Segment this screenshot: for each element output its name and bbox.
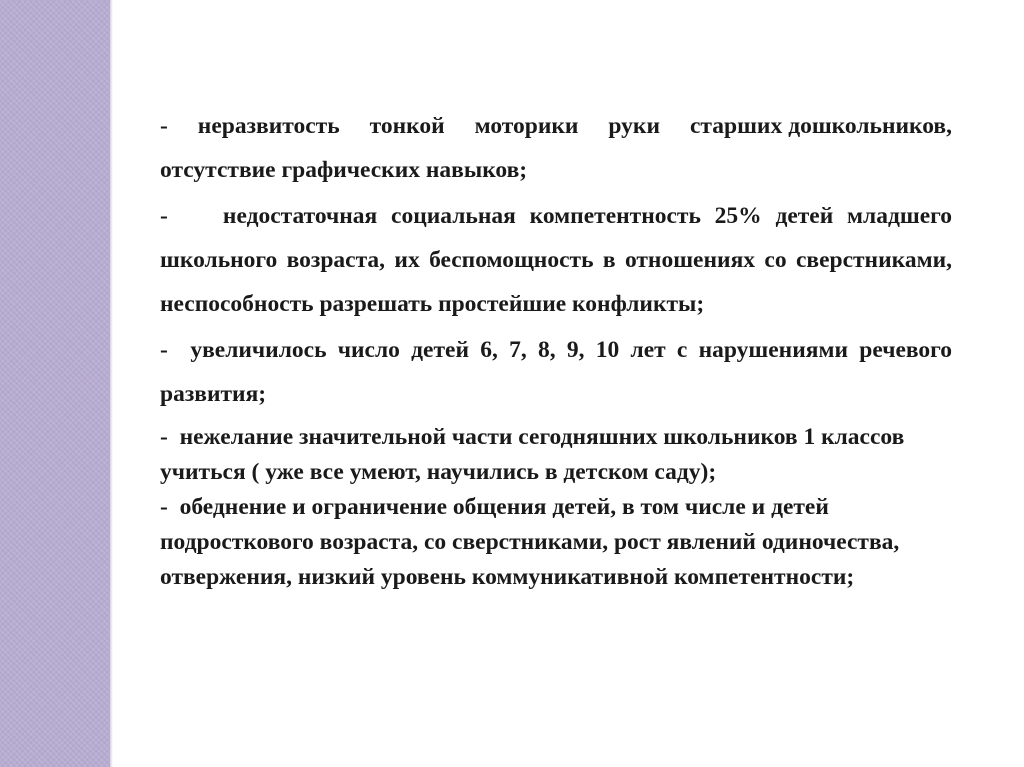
paragraph-speech-development: - увеличилось число детей 6, 7, 8, 9, 10 лет с нарушениями речевого развития;	[160, 337, 958, 407]
strip-edge-divider	[110, 0, 113, 767]
paragraph-social-competence: - недостаточная социальная компетентность 25% детей младшего школьного возраста, их беспомощность в отношениях со сверстниками, неспособность разрешать простейшие конфликты;	[160, 203, 958, 317]
decorative-side-strip	[0, 0, 110, 767]
paragraph-communication-impoverishment: - обеднение и ограничение общения детей, в том числе и детей подросткового возраста, со сверстниками, рост явлений одиночества, отвержения, низкий уровень коммуникативной компетентности;	[160, 494, 906, 590]
slide-body-text	[160, 104, 958, 595]
paragraph-reluctance-to-learn: - нежелание значительной части сегодняшних школьников 1 классов учиться ( уже все умеют, научились в детском саду);	[160, 424, 911, 485]
paragraph-fine-motor-skills: - неразвитость тонкой моторики руки старших дошкольников, отсутствие графических навыков;	[160, 113, 958, 183]
